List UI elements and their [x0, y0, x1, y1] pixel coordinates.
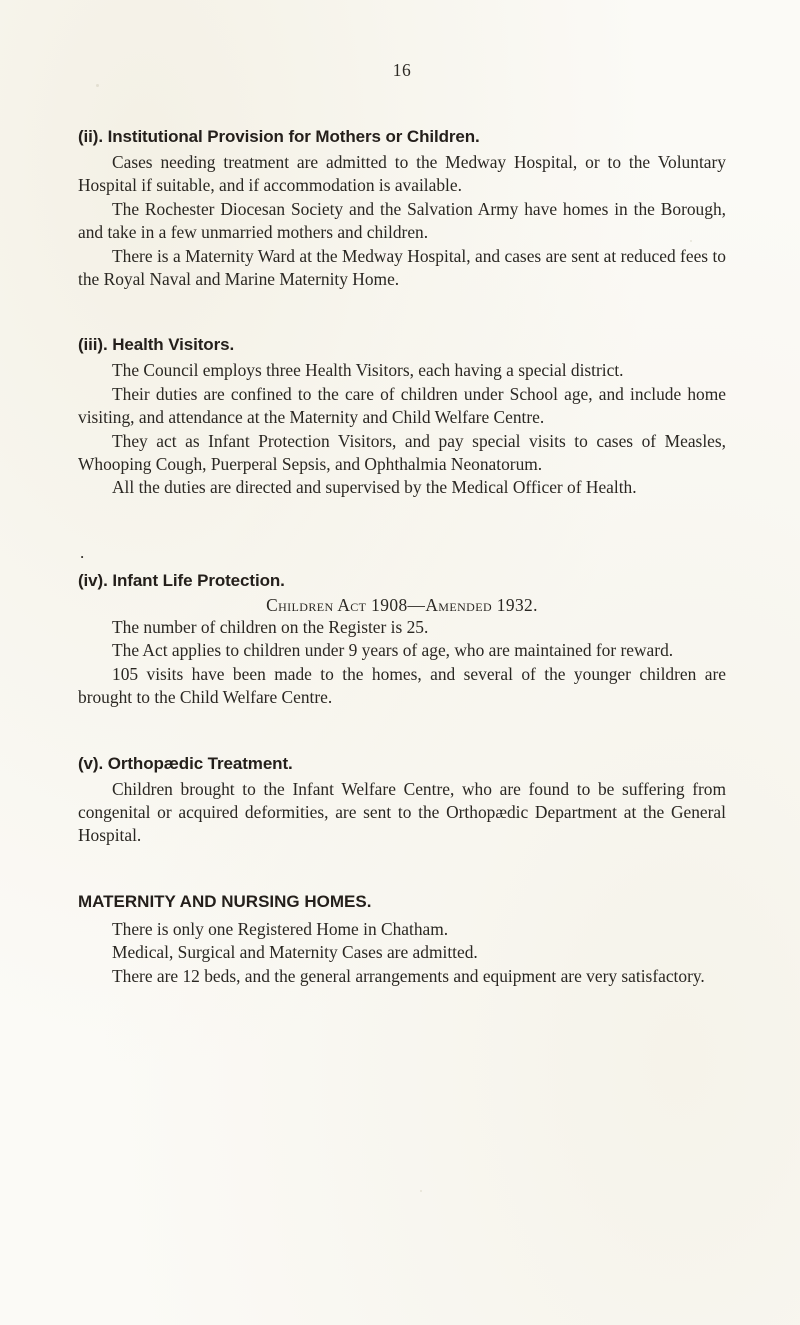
- section-heading: (ii). Institutional Provision for Mothers or Children.: [78, 127, 480, 146]
- section-institutional-provision: [78, 127, 726, 291]
- paragraph: All the duties are directed and supervised by the Medical Officer of Health.: [112, 477, 637, 498]
- paragraph: Medical, Surgical and Maternity Cases are admitted.: [112, 942, 478, 963]
- section-subheading: Children Act 1908—Amended 1932.: [266, 594, 538, 615]
- paragraph: There is only one Registered Home in Chatham.: [112, 918, 449, 939]
- paragraph: There is a Maternity Ward at the Medway Hospital, and cases are sent at reduced fees to the Royal Naval and Marine Maternity Home.: [78, 245, 726, 290]
- section-spacer: [78, 710, 726, 754]
- section-spacer: [78, 500, 726, 534]
- paragraph: The number of children on the Register is 25.: [112, 616, 429, 637]
- section-heading: (v). Orthopædic Treatment.: [78, 753, 293, 773]
- section-infant-life-protection: [78, 571, 726, 710]
- section-spacer: [78, 848, 726, 892]
- section-heading: (iv). Infant Life Protection.: [78, 570, 285, 590]
- paragraph: Children brought to the Infant Welfare Centre, who are found to be suffering from congenital or acquired deformities, are sent to the Orthopædic Department at the General Hospital.: [78, 778, 726, 846]
- paragraph: Cases needing treatment are admitted to the Medway Hospital, or to the Voluntary Hospital if suitable, and if accommodation is available.: [78, 152, 726, 196]
- paragraph: There are 12 beds, and the general arrangements and equipment are very satisfactory.: [112, 965, 705, 986]
- section-heading: (iii). Health Visitors.: [78, 335, 235, 355]
- paragraph: Their duties are confined to the care of children under School age, and include home visiting, and attendance at the Maternity and Child Welfare Centre.: [78, 383, 726, 428]
- section-orthopaedic-treatment: [78, 754, 726, 848]
- paragraph: They act as Infant Protection Visitors, and pay special visits to cases of Measles, Whooping Cough, Puerperal Sepsis, and Ophthalmia Neonatorum.: [78, 430, 726, 475]
- section-spacer: [78, 291, 726, 335]
- stray-mark: .: [80, 542, 85, 562]
- section-maternity-nursing-homes: [78, 892, 726, 988]
- paragraph: 105 visits have been made to the homes, and several of the younger children are brought to the Child Welfare Centre.: [78, 663, 726, 708]
- section-health-visitors: [78, 335, 726, 499]
- page-number: 16: [392, 60, 412, 80]
- page-content: [78, 60, 726, 988]
- paragraph: The Act applies to children under 9 years of age, who are maintained for reward.: [112, 640, 674, 661]
- paper-speck: [420, 1190, 422, 1192]
- section-heading: MATERNITY AND NURSING HOMES.: [78, 891, 372, 911]
- paragraph: The Council employs three Health Visitors, each having a special district.: [112, 360, 624, 381]
- paragraph: The Rochester Diocesan Society and the Salvation Army have homes in the Borough, and take in a few unmarried mothers and children.: [78, 198, 726, 243]
